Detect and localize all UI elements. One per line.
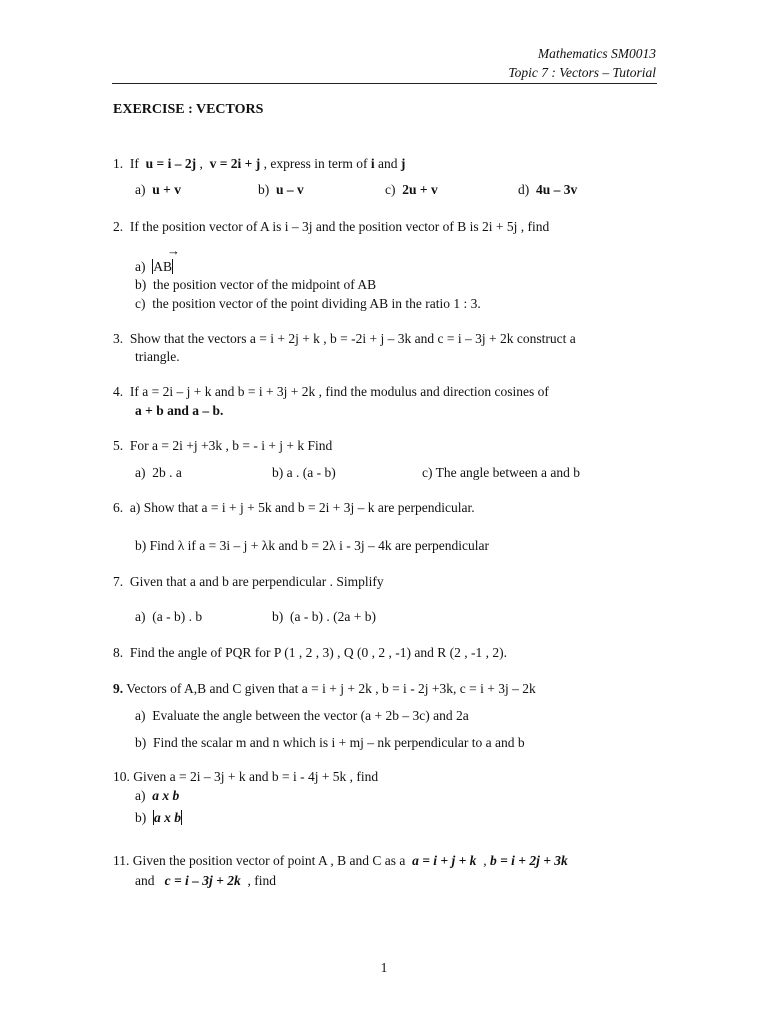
question-4-cont: a + b and a – b. [135,403,224,418]
q5-part-a: a) 2b . a [135,465,182,480]
question-11-cont: and c = i – 3j + 2k , find [135,873,277,888]
question-7: 7. Given that a and b are perpendicular . Simplify [113,574,384,589]
page-title: EXERCISE : VECTORS [113,102,264,117]
question-10: 10. Given a = 2i – 3j + k and b = i - 4j + 5k , find [113,769,379,784]
q1-part-a: a) u + v [135,182,181,197]
q5-part-b: b) a . (a - b) [272,465,336,480]
question-9: 9. Vectors of A,B and C given that a = i + j + 2k , b = i - 2j +3k, c = i + 3j – 2k [113,681,536,696]
q9-part-b: b) Find the scalar m and n which is i + mj – nk perpendicular to a and b [135,735,525,750]
header-course: Mathematics SM0013 [537,46,656,61]
q9-part-a: a) Evaluate the angle between the vector (a + 2b – 3c) and 2a [135,708,469,723]
q2-part-c: c) the position vector of the point dividing AB in the ratio 1 : 3. [135,296,481,311]
question-5: 5. For a = 2i +j +3k , b = - i + j + k Find [113,438,333,453]
q2-part-a: a) AB [135,259,173,274]
q7-part-a: a) (a - b) . b [135,609,203,624]
q7-part-b: b) (a - b) . (2a + b) [272,609,376,624]
q5-part-c: c) The angle between a and b [422,465,580,480]
vector-arrow-icon: → [167,243,180,258]
q1-part-b: b) u – v [258,182,304,197]
question-3-cont: triangle. [135,349,180,364]
question-1: 1. If u = i – 2j , v = 2i + j , express in term of i and j [113,156,406,171]
q10-part-a: a) a x b [135,788,180,803]
question-3: 3. Show that the vectors a = i + 2j + k , b = -2i + j – 3k and c = i – 3j + 2k construct a [113,331,576,346]
question-8: 8. Find the angle of PQR for P (1 , 2 , 3) , Q (0 , 2 , -1) and R (2 , -1 , 2). [113,645,507,660]
question-11: 11. Given the position vector of point A , B and C as a a = i + j + k , b = i + 2j + 3k [113,853,568,868]
header-topic: Topic 7 : Vectors – Tutorial [508,65,656,80]
question-2: 2. If the position vector of A is i – 3j and the position vector of B is 2i + 5j , find [113,219,550,234]
q1-part-c: c) 2u + v [385,182,438,197]
header-divider [112,83,657,84]
question-6-part-b: b) Find λ if a = 3i – j + λk and b = 2λ i - 3j – 4k are perpendicular [135,538,490,553]
q10-part-b: b) a x b [135,810,181,825]
q1-part-d: d) 4u – 3v [518,182,578,197]
question-6: 6. a) Show that a = i + j + 5k and b = 2i + 3j – k are perpendicular. [113,500,475,515]
question-4: 4. If a = 2i – j + k and b = i + 3j + 2k , find the modulus and direction cosines of [113,384,549,399]
page-number: 1 [380,960,388,975]
q2-part-b: b) the position vector of the midpoint of AB [135,277,377,292]
